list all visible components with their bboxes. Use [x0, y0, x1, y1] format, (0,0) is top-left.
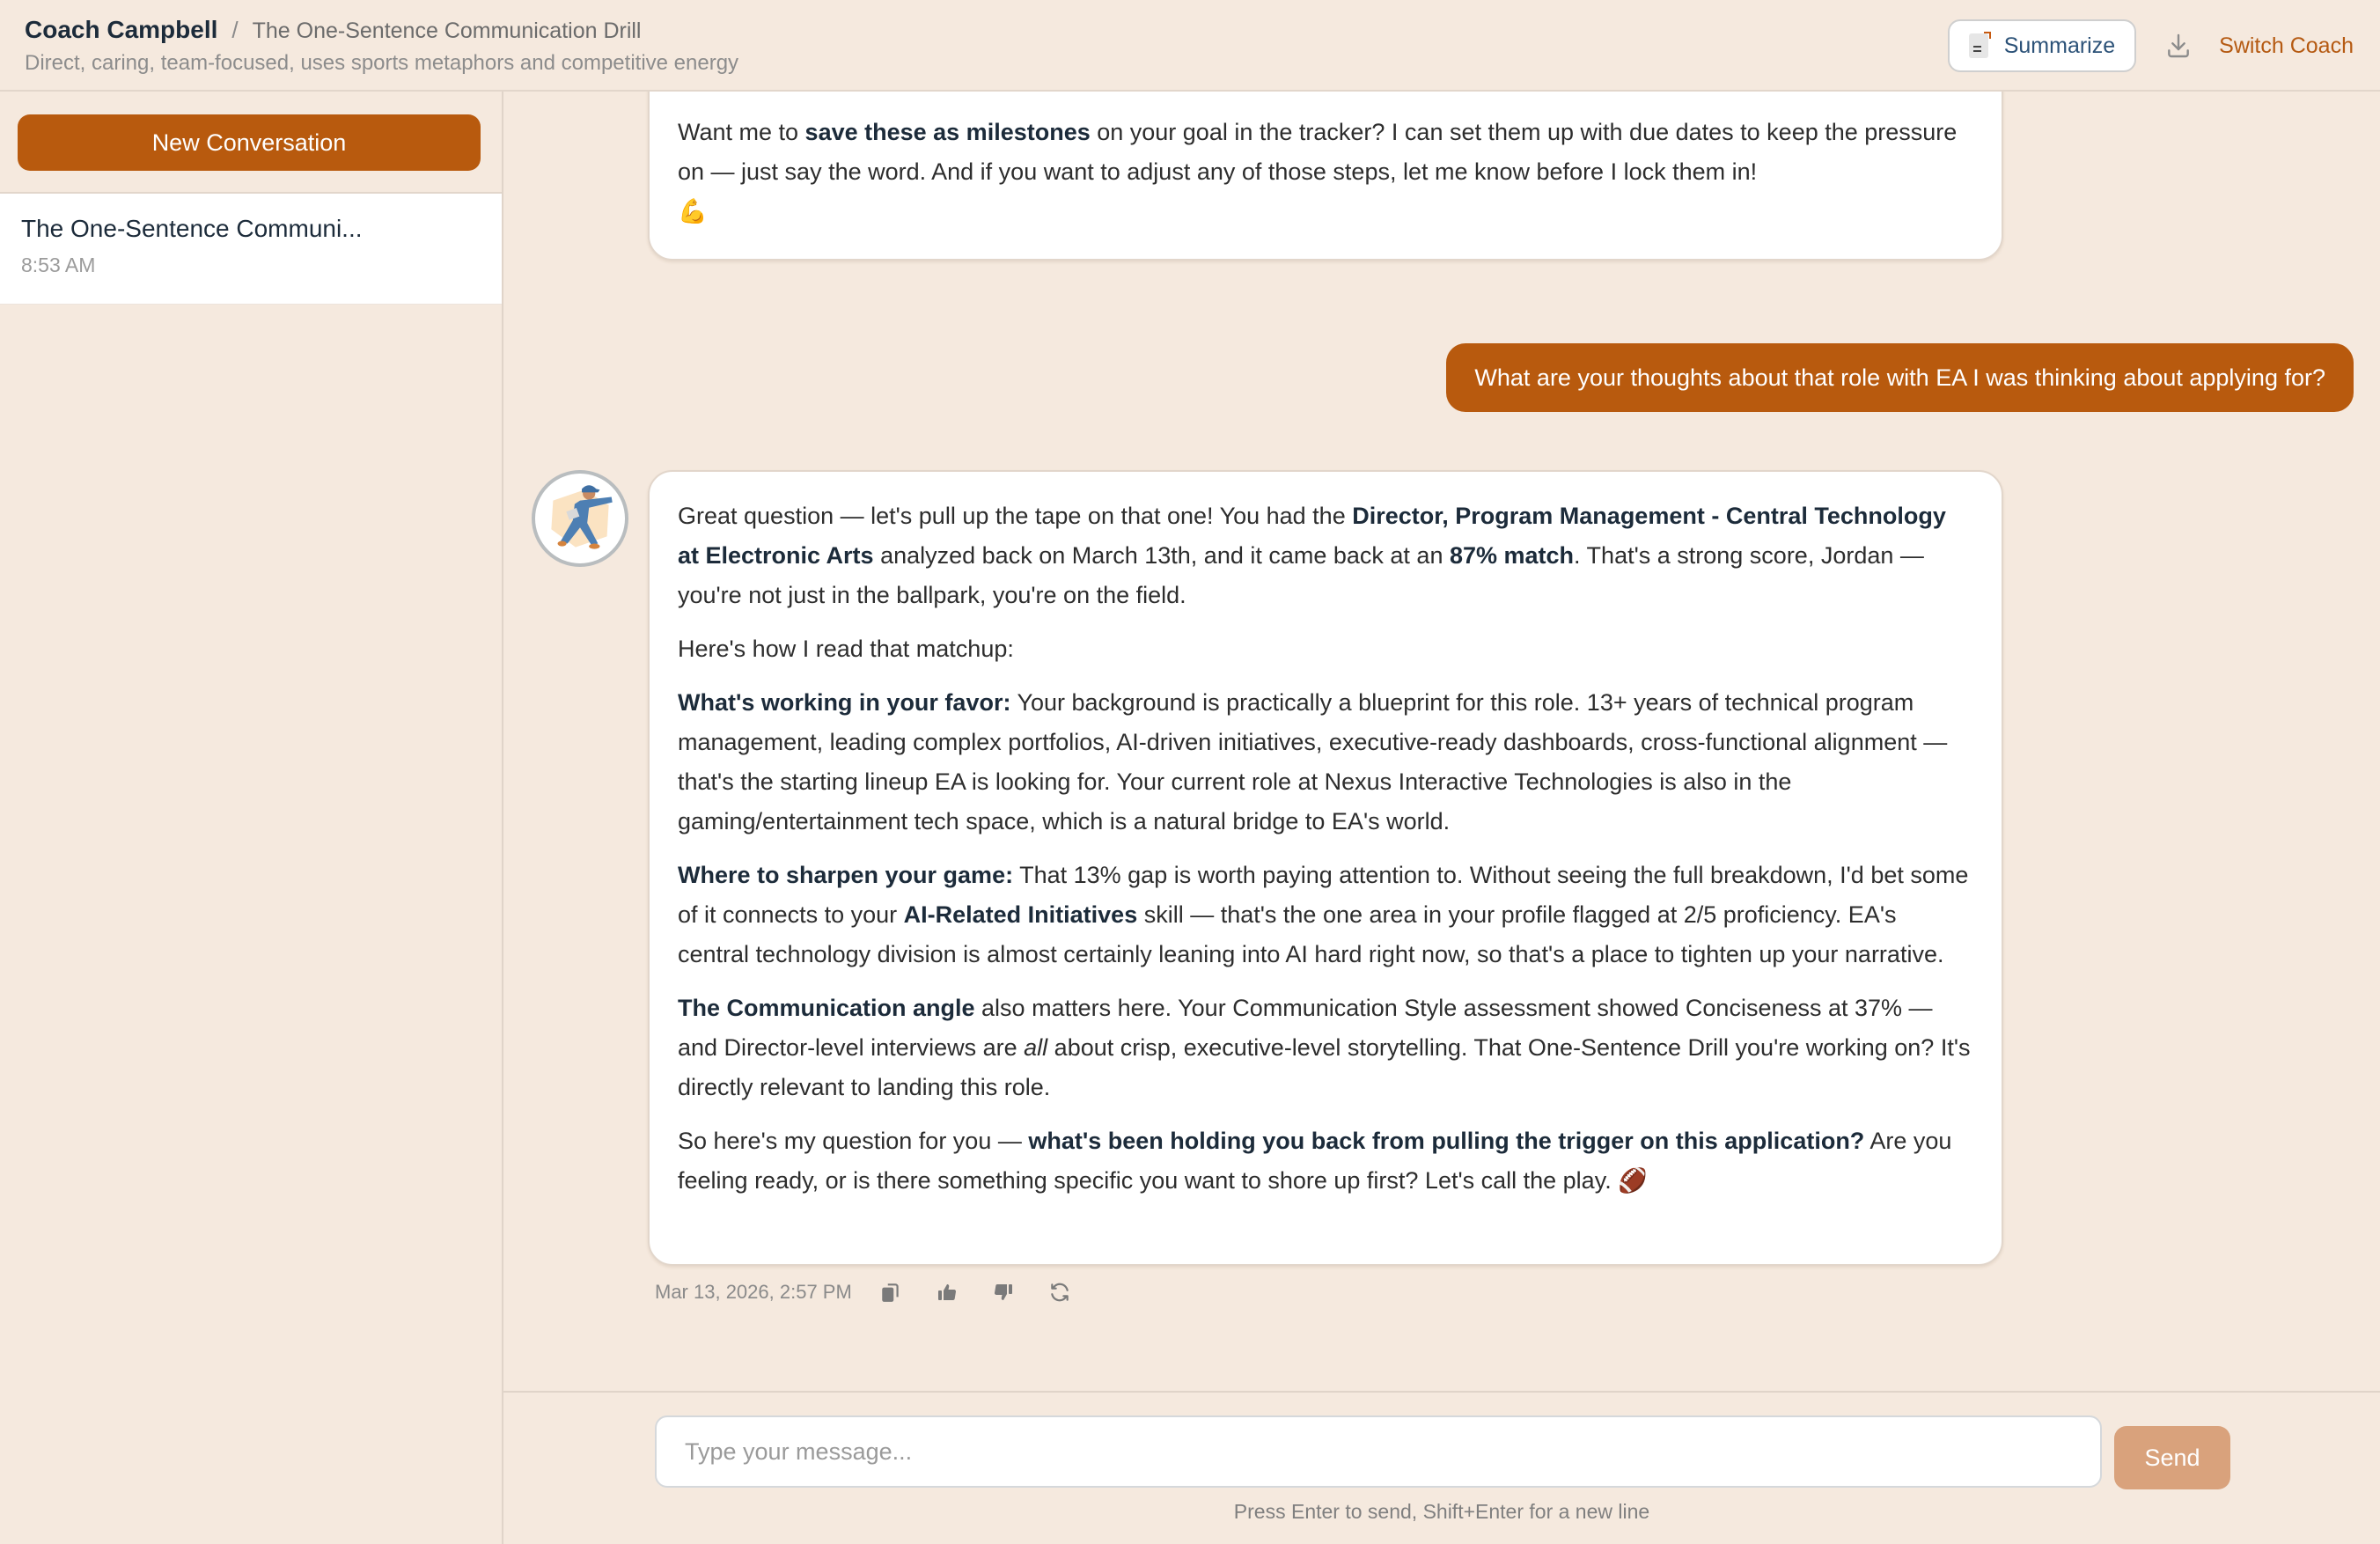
message-text: Are you feeling ready, or is there something specific you want to shore up first? Let's call the play. [678, 1128, 1952, 1194]
section-heading: What's working in your favor: [678, 689, 1011, 716]
message-paragraph [678, 1121, 1973, 1201]
breadcrumb-separator: / [231, 17, 239, 43]
user-message-text: What are your thoughts about that role with EA I was thinking about applying for? [1474, 364, 2325, 391]
message-input[interactable] [655, 1415, 2102, 1488]
message-composer [503, 1391, 2380, 1544]
coach-message-previous [648, 92, 2003, 261]
message-text: about crisp, executive-level storytelling. That One-Sentence Drill you're working on? It's directly relevant to landing this role. [678, 1034, 1971, 1100]
message-bold-text: save these as milestones [804, 119, 1091, 145]
thumbs-up-button[interactable] [935, 1280, 959, 1305]
match-score-highlight: 87% match [1449, 542, 1575, 569]
send-button[interactable]: Send [2114, 1426, 2230, 1489]
conversation-item[interactable] [0, 194, 502, 305]
conversation-list [0, 192, 502, 305]
thumbs-up-icon [937, 1282, 958, 1303]
download-icon [2164, 32, 2193, 60]
coach-description: Direct, caring, team-focused, uses sports metaphors and competitive energy [25, 51, 739, 75]
new-conversation-button[interactable]: New Conversation [18, 114, 481, 171]
conversation-title: The One-Sentence Communication Drill [252, 18, 642, 43]
message-paragraph [678, 856, 1973, 974]
copy-button[interactable] [878, 1280, 903, 1305]
thumbs-down-button[interactable] [991, 1280, 1016, 1305]
message-text: Great question — let's pull up the tape on that one! You had the [678, 503, 1353, 529]
message-text: So here's my question for you — [678, 1128, 1029, 1154]
composer-hint: Press Enter to send, Shift+Enter for a new line [1233, 1500, 1650, 1523]
message-actions [655, 1280, 1104, 1305]
message-paragraph: Here's how I read that matchup: [678, 636, 1014, 662]
message-text: analyzed back on March 13th, and it came back at an [873, 542, 1450, 569]
regenerate-button[interactable] [1047, 1280, 1072, 1305]
message-text: Your background is practically a blueprint for this role. 13+ years of technical program management, leading complex portfolios, AI-driven initiatives, executive-ready dashboards, cross-functional alignment — that's the starting lineup EA is looking for. Your current role at Nexus Interactive Technologies is also in the gaming/entertainment tech space, which is a natural bridge to EA's world. [678, 689, 1948, 834]
switch-coach-link[interactable]: Switch Coach [2219, 33, 2354, 58]
conversation-item-time: 8:53 AM [21, 254, 96, 276]
message-timestamp: Mar 13, 2026, 2:57 PM [655, 1281, 852, 1303]
message-text: That 13% gap is worth paying attention to. Without seeing the full breakdown, I'd bet some of it connects to your [678, 862, 1969, 928]
download-button[interactable] [2161, 28, 2196, 63]
message-paragraph [678, 683, 1973, 842]
question-highlight: what's been holding you back from pulling the trigger on this application? [1028, 1128, 1865, 1154]
summarize-button[interactable] [1948, 19, 2136, 72]
message-text: skill — that's the one area in your profile flagged at 2/5 proficiency. EA's central technology division is almost certainly leaning into AI hard right now, so that's a place to tighten up your narrative. [678, 901, 1944, 967]
section-heading: The Communication angle [678, 995, 975, 1021]
regenerate-icon [1048, 1281, 1071, 1304]
copy-icon [879, 1281, 902, 1304]
header [0, 0, 2380, 92]
coach-avatar [532, 470, 628, 567]
message-text: on your goal in the tracker? I can set them up with due dates to keep the pressure on — just say the word. And if you want to adjust any of those steps, let me know before I lock them in! [678, 119, 1958, 185]
skill-highlight: AI-Related Initiatives [903, 901, 1138, 928]
message-text: . That's a strong score, Jordan — you're not just in the ballpark, you're on the field. [678, 542, 1924, 608]
user-message [1446, 343, 2354, 412]
breadcrumb [25, 16, 641, 44]
document-sparkle-icon [1969, 33, 1988, 58]
job-title-highlight: Director, Program Management - Central Technology at Electronic Arts [678, 503, 1946, 569]
thumbs-down-icon [993, 1282, 1014, 1303]
message-text: also matters here. Your Communication Style assessment showed Conciseness at 37% — and Director-level interviews are [678, 995, 1933, 1061]
football-emoji: 🏈 [1618, 1167, 1648, 1194]
message-paragraph [678, 496, 1973, 615]
chat-area[interactable] [503, 92, 2380, 1391]
flexed-biceps-emoji: 💪 [678, 198, 708, 224]
emphasis-text: all [1024, 1034, 1048, 1061]
message-text: Want me to [678, 119, 805, 145]
message-paragraph [678, 989, 1973, 1107]
coach-name: Coach Campbell [25, 16, 218, 43]
section-heading: Where to sharpen your game: [678, 862, 1014, 888]
conversation-item-title: The One-Sentence Communi... [21, 215, 363, 242]
coach-illustration-icon [535, 474, 625, 563]
sidebar [0, 92, 503, 1544]
summarize-label: Summarize [2003, 33, 2116, 58]
coach-message [648, 470, 2003, 1266]
header-actions [1948, 19, 2354, 72]
